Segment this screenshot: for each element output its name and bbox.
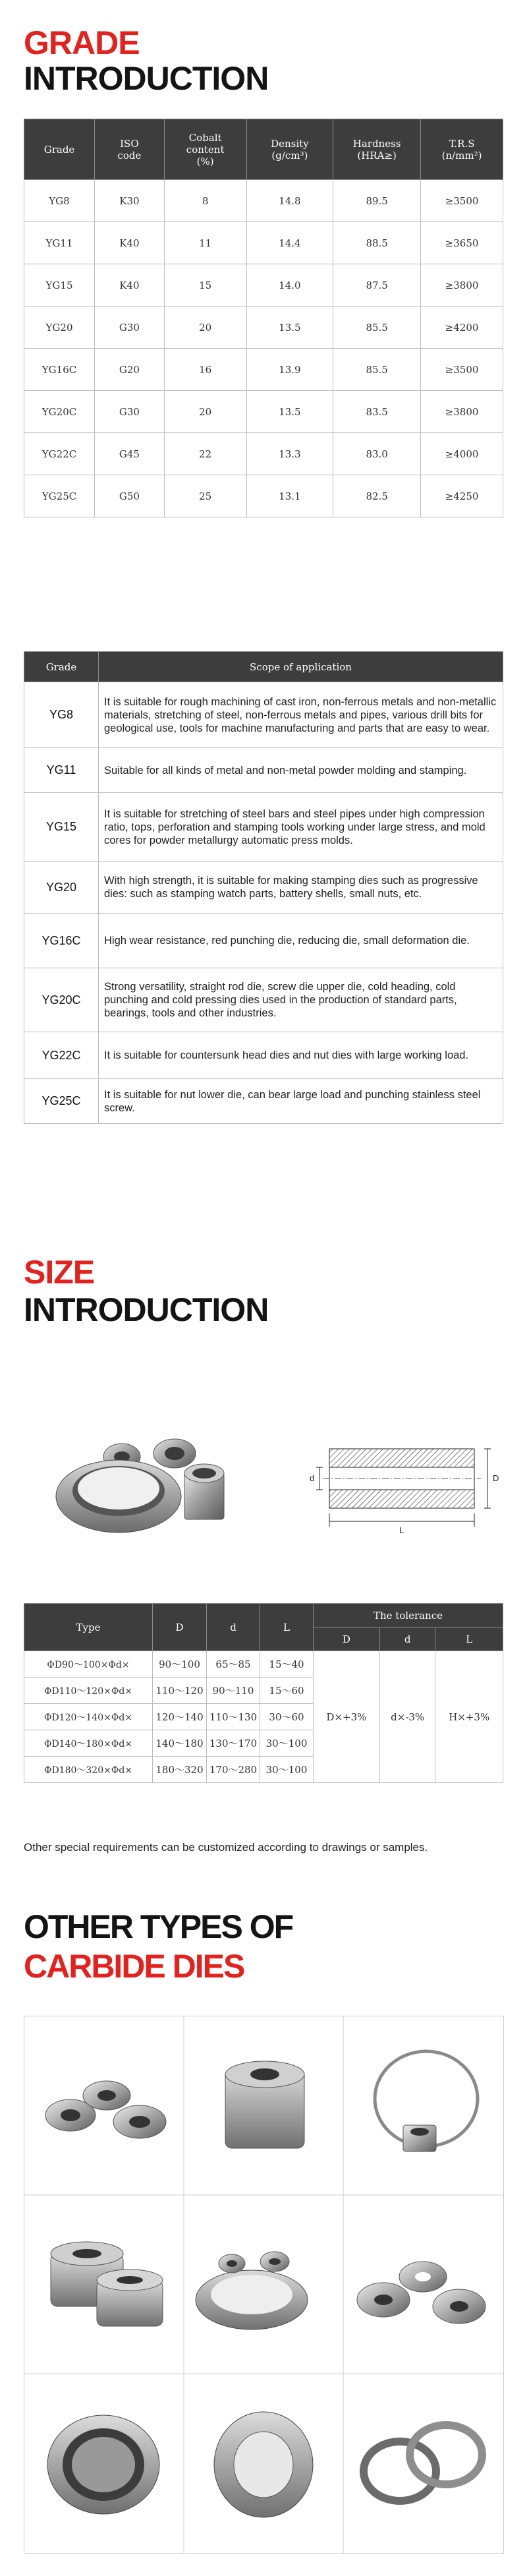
cross-section-diagram: [290, 1436, 507, 1541]
size-header-D: D: [153, 1604, 207, 1651]
scope-description: It is suitable for stretching of steel bars and steel pipes under high compression ratio, tops, perforation and stamping tools working under large stress, and mold cores for powder metallurgy automatic press molds.: [99, 793, 503, 862]
gallery-item-2: [225, 2061, 304, 2148]
grade-header-line: Density: [271, 137, 309, 150]
grade-header-line: code: [117, 149, 142, 161]
grade-cell: YG25C: [24, 475, 95, 517]
tolerance-cell: d×-3%: [379, 1651, 435, 1783]
size-header-tol-D: D: [314, 1627, 380, 1651]
table-row: [24, 682, 503, 748]
grade-cell: 85.5: [333, 349, 421, 391]
size-title-black: INTRODUCTION: [24, 1291, 269, 1328]
grade-header-4: [333, 119, 421, 180]
grade-cell: ≥4200: [421, 307, 503, 349]
size-cell: ΦD120～140×Φd×: [24, 1704, 153, 1730]
table-row: [24, 748, 503, 793]
tolerance-cell: D×+3%: [314, 1651, 380, 1783]
table-row: [24, 180, 503, 222]
size-cell: 65～85: [207, 1651, 260, 1678]
table-row: [24, 307, 503, 349]
table-row: [24, 391, 503, 433]
grade-cell: 16: [164, 349, 246, 391]
grade-header-line: (g/cm³): [271, 149, 308, 161]
gallery-grid: [24, 2016, 503, 2553]
size-header-L: L: [260, 1604, 314, 1651]
gallery-item-5: [196, 2252, 308, 2329]
grade-cell: YG15: [24, 264, 95, 307]
scope-description: It is suitable for nut lower die, can bear large load and punching stainless steel screw.: [99, 1079, 503, 1124]
grade-cell: G50: [95, 475, 165, 517]
table-row: [24, 968, 503, 1032]
grade-cell: 88.5: [333, 222, 421, 264]
grade-cell: 13.5: [246, 307, 333, 349]
carbide-dies-title: CARBIDE DIES: [24, 1948, 244, 1985]
label-D: D: [493, 1473, 499, 1483]
grade-header-3: [246, 119, 333, 180]
grade-cell: 14.8: [246, 180, 333, 222]
scope-description: High wear resistance, red punching die, reducing die, small deformation die.: [99, 914, 503, 968]
grade-cell: ≥4250: [421, 475, 503, 517]
grade-cell: YG20C: [24, 391, 95, 433]
size-cell: 110～120: [153, 1678, 207, 1704]
grade-cell: 20: [164, 391, 246, 433]
grade-cell: ≥3650: [421, 222, 503, 264]
size-cell: 130～170: [207, 1730, 260, 1757]
grade-cell: ≥3800: [421, 391, 503, 433]
grade-cell: 11: [164, 222, 246, 264]
gallery-item-9: [364, 2425, 482, 2501]
size-cell: 15～40: [260, 1651, 314, 1678]
table-row: [24, 862, 503, 914]
die-photo-illustration: [40, 1411, 237, 1542]
grade-cell: 85.5: [333, 307, 421, 349]
size-cell: ΦD180～320×Φd×: [24, 1757, 153, 1783]
table-row: [24, 475, 503, 517]
grade-cell: 13.3: [246, 433, 333, 475]
gallery-item-7: [47, 2415, 159, 2514]
table-row: [24, 793, 503, 862]
size-header-tol-d: d: [379, 1627, 435, 1651]
scope-grade: YG22C: [24, 1032, 99, 1079]
grade-cell: ≥3500: [421, 180, 503, 222]
grade-cell: 13.9: [246, 349, 333, 391]
grade-cell: G20: [95, 349, 165, 391]
table-row: [24, 264, 503, 307]
size-table-body: [24, 1651, 503, 1783]
grade-header-line: (HRA≥): [357, 149, 397, 161]
grade-cell: YG11: [24, 222, 95, 264]
grade-header-line: Hardness: [352, 137, 401, 150]
grade-cell: 13.1: [246, 475, 333, 517]
scope-grade: YG16C: [24, 914, 99, 968]
grade-cell: 87.5: [333, 264, 421, 307]
size-cell: 90～100: [153, 1651, 207, 1678]
size-title-red: SIZE: [24, 1254, 95, 1291]
table-row: [24, 1079, 503, 1124]
size-header-tol-L: L: [435, 1627, 503, 1651]
grade-cell: 83.0: [333, 433, 421, 475]
grade-cell: YG22C: [24, 433, 95, 475]
grade-title-red: GRADE: [24, 24, 140, 61]
grade-header-line: Grade: [43, 143, 75, 156]
grade-header-line: ISO: [120, 137, 139, 150]
scope-table-body: [24, 682, 503, 1124]
other-types-title: OTHER TYPES OF: [24, 1908, 293, 1945]
gallery-item-6: [357, 2262, 485, 2324]
scope-grade: YG15: [24, 793, 99, 862]
grade-cell: 14.4: [246, 222, 333, 264]
grade-header-5: [421, 119, 503, 180]
table-row: [24, 914, 503, 968]
grade-table-header: [24, 119, 503, 180]
grade-table-body: [24, 180, 503, 517]
size-cell: 140～180: [153, 1730, 207, 1757]
scope-header-grade: Grade: [24, 652, 99, 682]
scope-description: Strong versatility, straight rod die, screw die upper die, cold heading, cold punching and cold pressing dies used in the production of standard parts, bearings, tools and other industries.: [99, 968, 503, 1032]
scope-grade: YG11: [24, 748, 99, 793]
custom-note: Other special requirements can be customized according to drawings or samples.: [24, 1841, 428, 1854]
grade-cell: K30: [95, 180, 165, 222]
grade-cell: ≥4000: [421, 433, 503, 475]
grade-cell: 25: [164, 475, 246, 517]
table-row: [24, 433, 503, 475]
grade-cell: 15: [164, 264, 246, 307]
scope-description: Suitable for all kinds of metal and non-metal powder molding and stamping.: [99, 748, 503, 793]
gallery-item-3: [375, 2051, 478, 2152]
gallery-item-1: [45, 2081, 166, 2138]
grade-title-black: INTRODUCTION: [24, 60, 269, 97]
grade-header-line: (%): [196, 155, 214, 167]
size-header-d: d: [207, 1604, 260, 1651]
scope-grade: YG25C: [24, 1079, 99, 1124]
grade-header-1: [95, 119, 165, 180]
scope-grade: YG8: [24, 682, 99, 748]
tolerance-cell: H×+3%: [435, 1651, 503, 1783]
size-cell: ΦD110～120×Φd×: [24, 1678, 153, 1704]
grade-table: [24, 119, 503, 517]
size-cell: 30～100: [260, 1730, 314, 1757]
grade-cell: 14.0: [246, 264, 333, 307]
grade-header-0: [24, 119, 95, 180]
table-row: [24, 1651, 503, 1678]
size-header-type: Type: [24, 1604, 153, 1651]
table-row: [24, 222, 503, 264]
size-cell: 90～110: [207, 1678, 260, 1704]
grade-cell: YG16C: [24, 349, 95, 391]
grade-header-2: [164, 119, 246, 180]
label-d: d: [310, 1473, 315, 1483]
size-diagram: [290, 1436, 507, 1541]
scope-grade: YG20C: [24, 968, 99, 1032]
grade-cell: 82.5: [333, 475, 421, 517]
size-cell: 110～130: [207, 1704, 260, 1730]
gallery-item-4: [51, 2242, 163, 2326]
grade-cell: G45: [95, 433, 165, 475]
size-cell: 15～60: [260, 1678, 314, 1704]
gallery-item-8: [214, 2412, 313, 2517]
grade-cell: G30: [95, 391, 165, 433]
size-cell: ΦD90～100×Φd×: [24, 1651, 153, 1678]
size-table: [24, 1603, 503, 1783]
grade-cell: ≥3800: [421, 264, 503, 307]
size-cell: 170～280: [207, 1757, 260, 1783]
size-cell: ΦD140～180×Φd×: [24, 1730, 153, 1757]
grade-header-line: content: [186, 143, 225, 156]
grade-cell: 83.5: [333, 391, 421, 433]
grade-cell: G30: [95, 307, 165, 349]
table-row: [24, 349, 503, 391]
grade-cell: 8: [164, 180, 246, 222]
grade-cell: K40: [95, 222, 165, 264]
scope-description: It is suitable for countersunk head dies and nut dies with large working load.: [99, 1032, 503, 1079]
grade-cell: 13.5: [246, 391, 333, 433]
scope-description: It is suitable for rough machining of cast iron, non-ferrous metals and non-metallic materials, stretching of steel, non-ferrous metals and pipes, various drill bits for geological use, tools for machine manufacturing and parts that are easy to wear.: [99, 682, 503, 748]
grade-header-line: (n/mm²): [441, 149, 482, 161]
size-cell: 120～140: [153, 1704, 207, 1730]
grade-cell: ≥3500: [421, 349, 503, 391]
size-cell: 30～60: [260, 1704, 314, 1730]
product-gallery: [24, 2016, 504, 2554]
label-L: L: [399, 1525, 404, 1535]
scope-grade: YG20: [24, 862, 99, 914]
grade-header-line: T.R.S: [449, 137, 475, 150]
size-cell: 30～100: [260, 1757, 314, 1783]
grade-cell: 89.5: [333, 180, 421, 222]
size-cell: 180～320: [153, 1757, 207, 1783]
grade-header-line: Cobalt: [188, 131, 222, 144]
grade-cell: 22: [164, 433, 246, 475]
grade-cell: YG8: [24, 180, 95, 222]
grade-cell: K40: [95, 264, 165, 307]
grade-cell: YG20: [24, 307, 95, 349]
scope-description: With high strength, it is suitable for making stamping dies such as progressive dies: such as stamping watch parts, battery shells, small nuts, etc.: [99, 862, 503, 914]
product-photo: [40, 1411, 237, 1542]
grade-cell: 20: [164, 307, 246, 349]
scope-table: [24, 651, 503, 1124]
table-row: [24, 1032, 503, 1079]
size-header-tolerance: The tolerance: [314, 1604, 503, 1627]
scope-header-application: Scope of application: [99, 652, 503, 682]
